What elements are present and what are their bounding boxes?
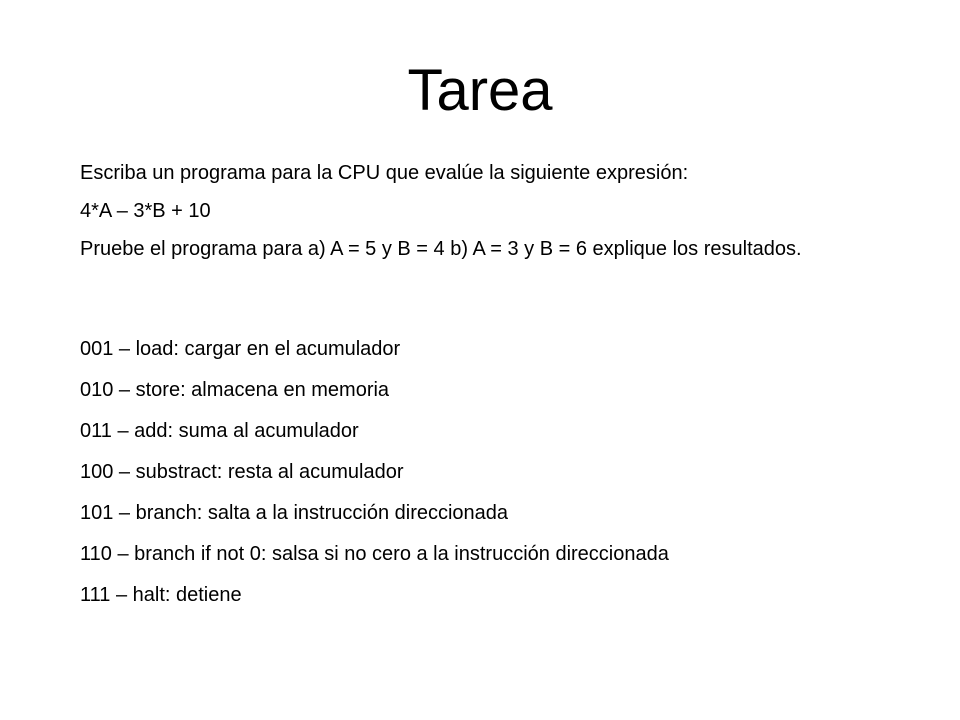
opcode-item-branch-if-not-zero: 110 – branch if not 0: salsa si no cero a la instrucción direccionada <box>80 543 669 565</box>
opcode-item-substract: 100 – substract: resta al acumulador <box>80 461 404 483</box>
task-expression: 4*A – 3*B + 10 <box>80 200 211 222</box>
slide-body <box>80 160 820 623</box>
slide-title: Tarea <box>407 58 553 123</box>
opcode-item-halt: 111 – halt: detiene <box>80 584 242 606</box>
task-test-cases: Pruebe el programa para a) A = 5 y B = 4 b) A = 3 y B = 6 explique los resultados. <box>80 238 802 260</box>
opcode-item-load: 001 – load: cargar en el acumulador <box>80 338 401 360</box>
task-instruction: Escriba un programa para la CPU que evalúe la siguiente expresión: <box>80 162 689 184</box>
opcode-item-add: 011 – add: suma al acumulador <box>80 420 359 442</box>
spacer <box>80 274 820 336</box>
opcode-item-branch: 101 – branch: salta a la instrucción direccionada <box>80 502 509 524</box>
opcode-item-store: 010 – store: almacena en memoria <box>80 379 390 401</box>
opcode-list <box>80 336 820 608</box>
